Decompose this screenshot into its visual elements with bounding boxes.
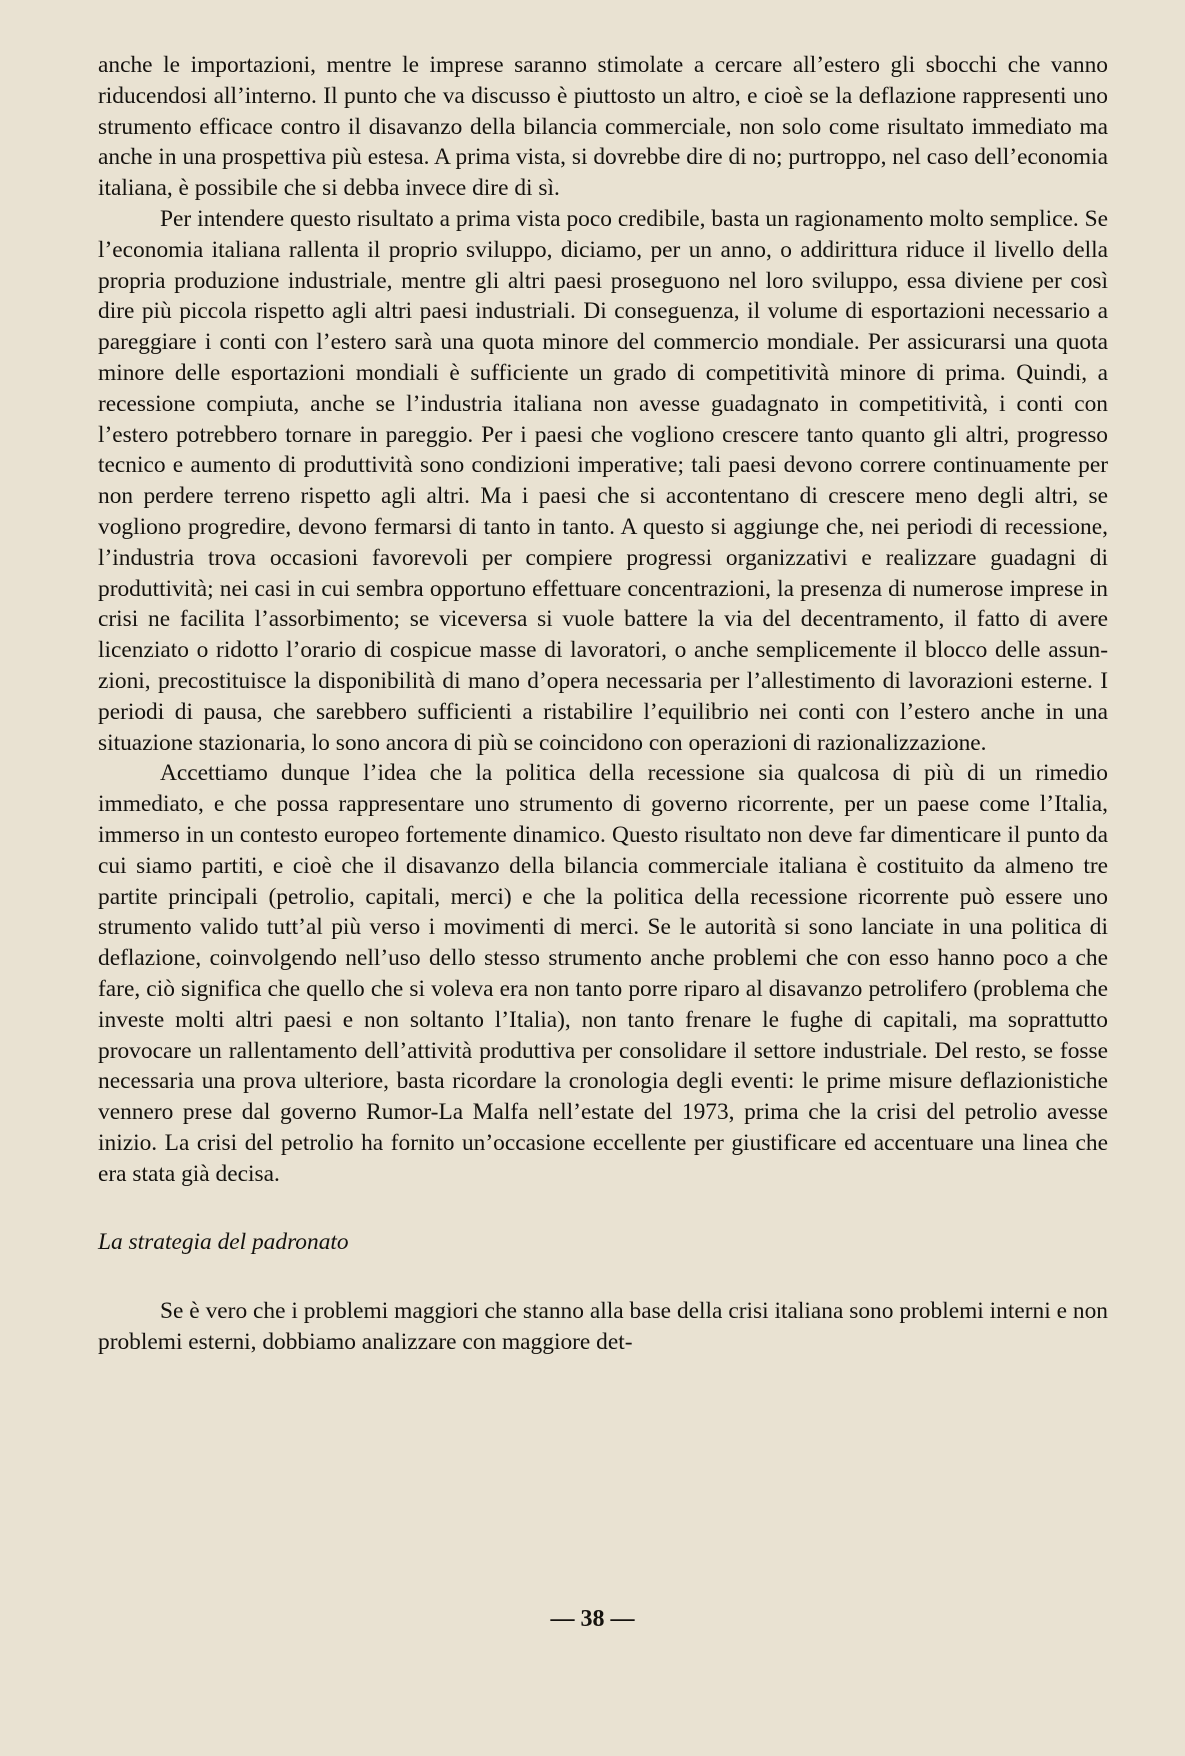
paragraph-1: anche le importazioni, mentre le imprese saranno stimolate a cercare all’estero gli sbocchi che vanno riducendosi all’interno. Il punto che va discusso è piuttosto un altro, e cioè se la deflazione rappresenti uno strumento efficace contro il disavanzo della bilancia commerciale, non solo come risultato immediato ma anche in una prospettiva più estesa. A prima vista, si dovrebbe dire di no; purtroppo, nel caso dell’economia italiana, è possibile che si debba invece dire di sì. [98,52,1108,202]
paragraph-3: Accettiamo dunque l’idea che la politica della recessione sia qualcosa di più di un rimedio immediato, e che possa rappresentare uno strumento di governo ricorrente, per un paese come l’Italia, immerso in un contesto europeo fortemente dinamico. Questo risultato non deve far dimenticare il punto da cui siamo partiti, e cioè che il disavanzo della bilancia commerciale italiana è costituito da almeno tre partite principali (petrolio, capitali, merci) e che la politica della recessione ricorrente può essere uno strumento valido tutt’al più verso i movimenti di merci. Se le autorità si sono lanciate in una politica di deflazione, coinvolgendo nell’uso dello stesso strumento anche problemi che con esso hanno poco a che fare, ciò significa che quello che si voleva era non tanto porre riparo al disavanzo petrolifero (problema che investe molti altri paesi e non soltanto l’Italia), non tanto frenare le fughe di capitali, ma soprattutto provocare un rallentamento dell’attività produttiva per consolidare il settore industriale. Del resto, se fosse necessaria una prova ulteriore, basta ricordare la cronologia degli eventi: le prime misure deflazionistiche vennero prese dal governo Rumor-La Malfa nell’estate del 1973, prima che la crisi del petrolio avesse inizio. La crisi del petrolio ha fornito un’occasione eccellente per giustificare ed accentuare una linea che era stata già decisa. [98,760,1108,1187]
body-text [98,50,1108,1358]
page-number: — 38 — [550,1606,635,1632]
section-heading: La strategia del padronato [98,1229,349,1256]
paragraph-4: Se è vero che i problemi maggiori che stanno alla base della crisi italiana sono problemi interni e non problemi esterni, dobbiamo analizzare con maggiore det- [98,1298,1108,1356]
paragraph-2: Per intendere questo risultato a prima vista poco credibile, basta un ragionamento molto semplice. Se l’economia italiana rallenta il proprio sviluppo, diciamo, per un anno, o addirittura riduce il livello della propria produzione industriale, mentre gli altri paesi proseguono nel loro sviluppo, essa diviene per così dire più piccola rispetto agli altri paesi industriali. Di conseguenza, il volume di esportazioni necessario a pareggiare i conti con l’estero sarà una quota minore del commercio mondiale. Per assicurarsi una quota minore delle esportazioni mondiali è sufficiente un grado di competitività minore di prima. Quindi, a recessione compiuta, anche se l’industria italiana non avesse guadagnato in competitività, i conti con l’estero potrebbero tornare in pareggio. Per i paesi che vogliono crescere tanto quanto gli altri, progresso tecnico e aumento di produttività sono condizioni imperative; tali paesi devono correre continuamente per non perdere terreno rispetto agli altri. Ma i paesi che si accontentano di crescere meno degli altri, se vogliono progredire, devono fermarsi di tanto in tanto. A questo si aggiunge che, nei periodi di recessione, l’industria trova occasioni favorevoli per compiere progressi organizzativi e realizzare guadagni di produttività; nei casi in cui sembra opportuno effettuare concentrazioni, la presenza di numerose imprese in crisi ne facilita l’assorbimento; se viceversa si vuole battere la via del decentramento, il fatto di avere licenziato o ridotto l’orario di cospicue masse di lavoratori, o anche semplicemente il blocco delle assunzioni, precostituisce la disponibilità di mano d’opera necessaria per l’allestimento di lavorazioni esterne. I periodi di pausa, che sarebbero sufficienti a ristabilire l’equilibrio nei conti con l’estero anche in una situazione stazionaria, lo sono ancora di più se coincidono con operazioni di razionalizzazione. [98,205,1108,756]
